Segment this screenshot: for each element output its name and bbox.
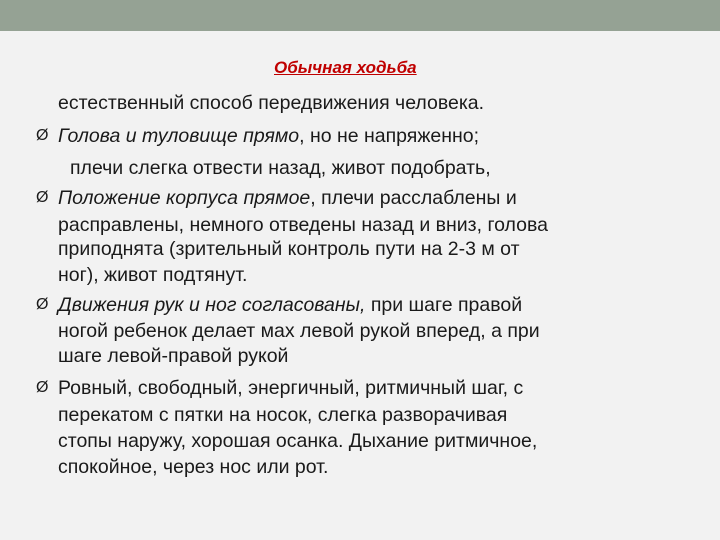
text-span: стопы наружу, хорошая осанка. Дыхание ритмичное, xyxy=(58,430,538,452)
text-line-13 xyxy=(58,430,537,452)
text-line-9 xyxy=(58,320,540,342)
bullet-arrow-icon: Ø xyxy=(36,127,49,144)
text-line-2 xyxy=(58,125,479,147)
slide-title: Обычная ходьба xyxy=(274,58,417,77)
text-span: , но не напряженно; xyxy=(299,125,480,147)
text-span: приподнята (зрительный контроль пути на 2-3 м от xyxy=(58,238,520,260)
text-line-5 xyxy=(58,214,548,236)
text-span-italic: Голова и туловище прямо xyxy=(58,125,300,147)
text-span-italic: Положение корпуса прямое xyxy=(58,187,311,209)
text-span: , плечи расслаблены и xyxy=(310,187,517,209)
text-span: ног), живот подтянут. xyxy=(58,264,248,286)
bullet-arrow-icon: Ø xyxy=(36,296,49,313)
text-line-14 xyxy=(58,456,328,478)
text-span: спокойное, через нос или рот. xyxy=(58,456,329,478)
text-line-6 xyxy=(58,238,520,260)
bullet-arrow-icon: Ø xyxy=(36,189,49,206)
text-line-4 xyxy=(58,187,517,209)
bullet-arrow-icon: Ø xyxy=(36,379,49,396)
text-line-3 xyxy=(70,157,491,179)
text-span: плечи слегка отвести назад, живот подобрать, xyxy=(70,157,491,179)
text-line-7 xyxy=(58,264,247,286)
text-line-1 xyxy=(58,92,484,114)
text-span: расправлены, немного отведены назад и вниз, голова xyxy=(58,214,548,236)
text-line-8 xyxy=(58,294,522,316)
text-line-11 xyxy=(58,377,523,399)
text-span: шаге левой-правой рукой xyxy=(58,345,289,367)
text-span-italic: Движения рук и ног согласованы, xyxy=(58,294,366,316)
text-span: Ровный, свободный, энергичный, ритмичный шаг, с xyxy=(58,377,524,399)
text-line-12 xyxy=(58,404,507,426)
text-span: ногой ребенок делает мах левой рукой вперед, а при xyxy=(58,320,540,342)
text-span: перекатом с пятки на носок, слегка разворачивая xyxy=(58,404,508,426)
text-span: при шаге правой xyxy=(365,294,523,316)
text-line-10 xyxy=(58,345,288,367)
text-span: естественный способ передвижения человека. xyxy=(58,92,485,114)
